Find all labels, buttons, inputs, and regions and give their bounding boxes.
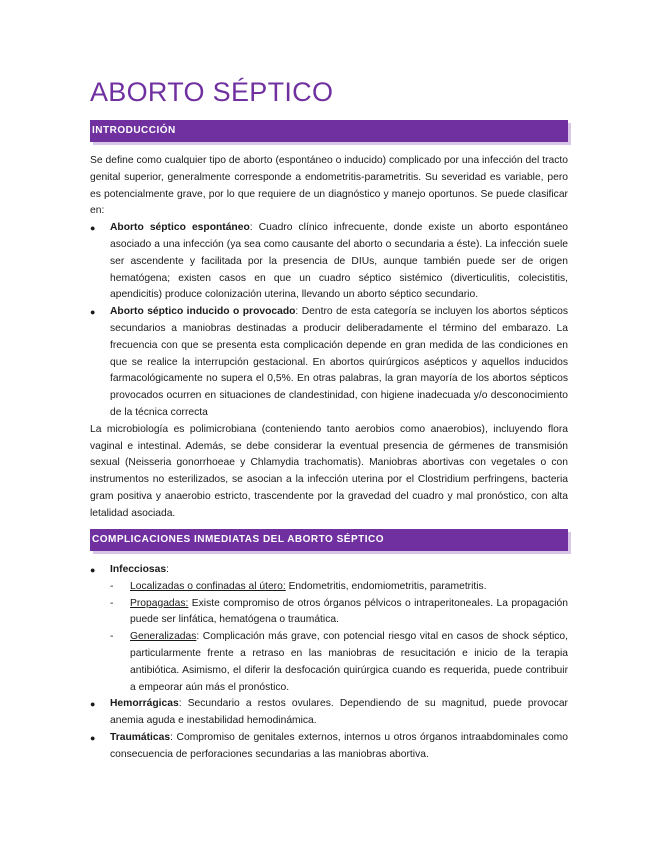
item-label: Traumáticas: [110, 731, 171, 743]
item-label: Aborto séptico inducido o provocado: [110, 306, 296, 318]
item-separator: :: [295, 306, 302, 318]
section-complicaciones-body: [90, 562, 568, 764]
subitem-label: Localizadas o confinadas al útero:: [130, 580, 286, 592]
item-separator: :: [249, 222, 259, 234]
section-introduccion-body: [90, 153, 568, 523]
item-text: Cuadro clínico infrecuente, donde existe un aborto espontáneo asociado a una infección (ya sea como causante del aborto o secundaria a éste). La infección suele ser ascendente y facilitada por la presencia de DIUs, aunque también puede ser de origen hematógena; existen casos en que un cuadro séptico sistémico (diverticulitis, colecistitis, apendicitis) produce colonización uterina, llevando un aborto séptico secundario.: [110, 222, 569, 301]
intro-paragraph: Se define como cualquier tipo de aborto (espontáneo o inducido) complicado por una infección del tracto genital superior, generalmente corresponde a endometritis-parametritis. Su severidad es variable, pero es potencialmente grave, por lo que requiere de un diagnóstico y manejo oportunos. Se puede clasificar en:: [90, 155, 568, 217]
bullet-icon: ●: [90, 565, 96, 575]
bullet-icon: ●: [90, 307, 96, 318]
subitem-text: Endometritis, endomiometritis, parametritis.: [285, 580, 487, 592]
item-text: Secundario a restos ovulares. Dependiendo de su magnitud, puede provocar anemia aguda e inestabilidad hemodinámica.: [110, 698, 568, 727]
subitem-text: : Complicación más grave, con potencial riesgo vital en casos de shock séptico, particularmente frente a retraso en las maniobras de resucitación e inicio de la terapia antibiótica. Asimismo, el diferir la desfocación quirúrgica cuando es requerida, puede contribuir a empeorar aún más el pronóstico.: [130, 631, 568, 693]
bullet-icon: ●: [90, 732, 96, 743]
item-label: Aborto séptico espontáneo: [110, 222, 250, 234]
document-title: ABORTO SÉPTICO: [90, 77, 334, 107]
list-item: [90, 220, 568, 304]
dash-marker: -: [110, 580, 114, 592]
bullet-icon: ●: [90, 223, 96, 234]
bullet-icon: ●: [90, 699, 96, 710]
sublist-item: [110, 596, 568, 630]
sublist-item: [110, 629, 568, 696]
section-heading-introduccion: INTRODUCCIÓN: [90, 120, 568, 142]
list-item-infecciosas: [90, 562, 568, 696]
subitem-label: Propagadas:: [130, 597, 189, 609]
list-item-traumaticas: [90, 730, 568, 764]
infecciosas-sublist: [110, 579, 568, 697]
complications-list: [90, 562, 568, 764]
item-label: Hemorrágicas: [110, 698, 179, 710]
list-item: [90, 304, 568, 422]
classification-list: [90, 220, 568, 422]
item-separator: :: [178, 698, 188, 710]
item-separator: :: [170, 731, 177, 743]
list-item-hemorragicas: [90, 696, 568, 730]
dash-marker: -: [110, 631, 114, 643]
subitem-text: Existe compromiso de otros órganos pélvicos o intraperitoneales. La propagación puede ser linfática, hematógena o traumática.: [130, 597, 568, 626]
subitem-label: Generalizadas: [130, 631, 197, 643]
item-text: Dentro de esta categoría se incluyen los abortos sépticos secundarios a maniobras destinadas a producir deliberadamente el término del embarazo. La frecuencia con que se presenta esta complicación depende en gran medida de las condiciones en que se realice la interrupción gestacional. En abortos quirúrgicos asépticos y aquellos inducidos farmacológicamente no supera el 0,5%. En otras palabras, la gran mayoría de los abortos sépticos provocados ocurren en situaciones de clandestinidad, con higiene inadecuada y/o desconocimiento de la técnica correcta: [110, 306, 568, 418]
item-colon: :: [166, 564, 169, 575]
section-heading-complicaciones: COMPLICACIONES INMEDIATAS DEL ABORTO SÉPTICO: [90, 529, 568, 551]
item-text: Compromiso de genitales externos, internos u otros órganos intraabdominales como consecuencia de perforaciones secundarias a las maniobras abortiva.: [110, 731, 568, 760]
dash-marker: -: [110, 597, 114, 609]
item-label: Infecciosas: [110, 564, 167, 575]
sublist-item: [110, 579, 568, 596]
microbiology-paragraph: La microbiología es polimicrobiana (conteniendo tanto aerobios como anaerobios), incluyendo flora vaginal e intestinal. Además, se debe considerar la eventual presencia de gérmenes de transmisión sexual (Neisseria gonorrhoeae y Chlamydia trachomatis). Maniobras abortivas con vegetales o con instrumentos no esterilizados, se asocian a la infección uterina por el Clostridium perfringens, bacteria gram positiva y anaerobio estricto, trascendente por la gravedad del cuadro y mal pronóstico, con alta letalidad asociada.: [90, 423, 568, 519]
